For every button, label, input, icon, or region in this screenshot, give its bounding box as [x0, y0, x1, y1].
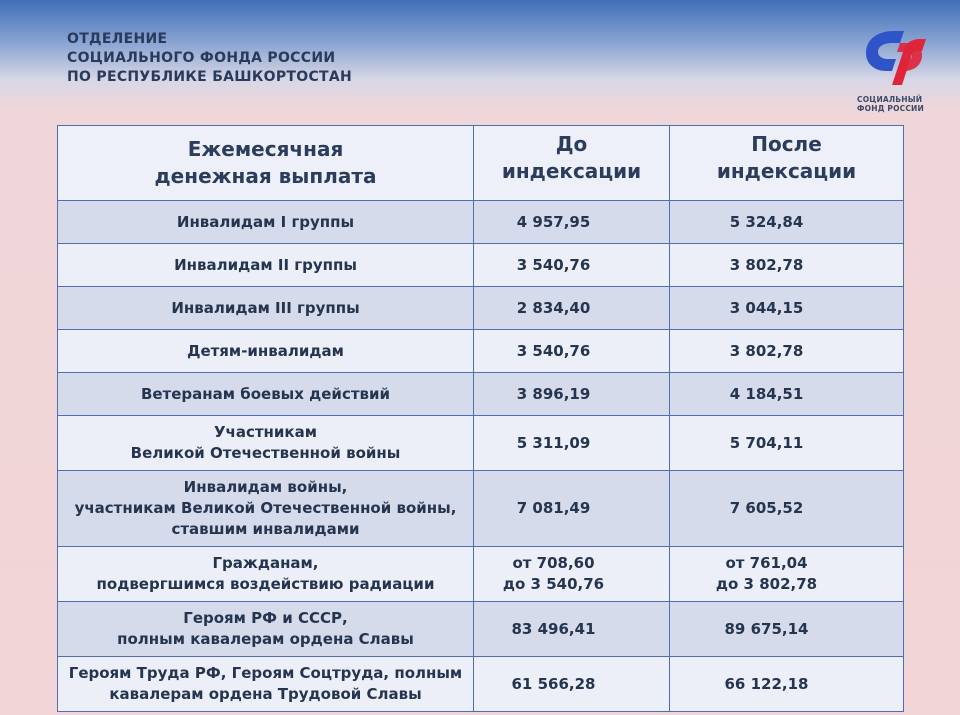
- after-indexation-cell-line: 3 044,15: [729, 298, 804, 317]
- after-indexation-cell-line: 4 184,51: [729, 384, 804, 403]
- table-row: [58, 602, 904, 657]
- table-row: [58, 471, 904, 547]
- sfr-logo-icon: [856, 25, 930, 89]
- after-indexation-cell: [670, 373, 904, 416]
- header-payment-line-2: денежная выплата: [154, 164, 377, 188]
- header-before-line-1: До: [555, 132, 588, 156]
- after-indexation-cell: [670, 471, 904, 547]
- payment-category-cell-line: Участникам: [213, 423, 317, 441]
- table-row: [58, 416, 904, 471]
- payment-category-cell: [58, 244, 474, 287]
- before-indexation-cell-line: 3 896,19: [516, 384, 591, 403]
- before-indexation-cell-line: 3 540,76: [516, 255, 591, 274]
- before-indexation-cell: [474, 602, 670, 657]
- after-indexation-cell-line: 3 802,78: [729, 255, 804, 274]
- after-indexation-cell: [670, 244, 904, 287]
- before-indexation-cell: [474, 244, 670, 287]
- table-row: [58, 244, 904, 287]
- before-indexation-cell: [474, 373, 670, 416]
- table-row: [58, 330, 904, 373]
- before-indexation-cell: [474, 201, 670, 244]
- after-indexation-cell-line: 7 605,52: [729, 499, 804, 517]
- payment-category-cell-line: участникам Великой Отечественной войны,: [74, 499, 457, 517]
- header-after-line-1: После: [751, 132, 822, 156]
- header-payment-line-1: Ежемесячная: [187, 137, 344, 161]
- payment-category-cell: [58, 602, 474, 657]
- payment-category-cell: [58, 547, 474, 602]
- header-payment: [58, 126, 474, 201]
- before-indexation-cell: [474, 547, 670, 602]
- payment-category-cell: [58, 201, 474, 244]
- header-before: [474, 126, 670, 201]
- after-indexation-cell: [670, 657, 904, 712]
- after-indexation-cell: [670, 330, 904, 373]
- table-row: [58, 657, 904, 712]
- org-line-1: ОТДЕЛЕНИЕ: [67, 31, 168, 47]
- payments-table: [57, 125, 904, 712]
- table-row: [58, 373, 904, 416]
- payment-category-cell-line: подвергшимся воздействию радиации: [96, 575, 435, 593]
- before-indexation-cell-line: 3 540,76: [516, 341, 591, 360]
- before-indexation-cell: [474, 330, 670, 373]
- table-row: [58, 287, 904, 330]
- before-indexation-cell: [474, 287, 670, 330]
- payment-category-cell-line: Гражданам,: [212, 554, 319, 572]
- after-indexation-cell-line: 3 802,78: [729, 341, 804, 360]
- table-row: [58, 201, 904, 244]
- before-indexation-cell-line: 4 957,95: [516, 212, 591, 231]
- payment-category-cell-line: Героям Труда РФ, Героям Соцтруда, полным: [68, 664, 463, 682]
- payment-category-cell: [58, 330, 474, 373]
- payment-category-cell-line: Инвалидам I группы: [176, 212, 355, 231]
- after-indexation-cell-line: 89 675,14: [724, 619, 809, 638]
- before-indexation-cell: [474, 471, 670, 547]
- before-indexation-cell-line: 7 081,49: [516, 499, 591, 517]
- organization-title: [67, 30, 352, 87]
- payment-category-cell-line: Инвалидам III группы: [171, 298, 360, 317]
- logo-caption: [857, 95, 924, 113]
- before-indexation-cell-line: 5 311,09: [516, 433, 591, 452]
- table-header-row: [58, 126, 904, 201]
- before-indexation-cell-line: от 708,60: [512, 554, 595, 572]
- header-after: [670, 126, 904, 201]
- org-line-3: ПО РЕСПУБЛИКЕ БАШКОРТОСТАН: [67, 69, 353, 85]
- payment-category-cell-line: ставшим инвалидами: [171, 520, 360, 538]
- payment-category-cell-line: кавалерам ордена Трудовой Славы: [109, 685, 422, 703]
- payment-category-cell-line: Ветеранам боевых действий: [140, 384, 391, 403]
- org-line-2: СОЦИАЛЬНОГО ФОНДА РОССИИ: [67, 50, 336, 66]
- after-indexation-cell-line: до 3 802,78: [715, 575, 818, 593]
- payment-category-cell-line: Героям РФ и СССР,: [183, 609, 348, 627]
- after-indexation-cell-line: 5 324,84: [729, 212, 804, 231]
- before-indexation-cell-line: 61 566,28: [511, 674, 596, 693]
- before-indexation-cell-line: 83 496,41: [511, 619, 596, 638]
- payment-category-cell-line: Великой Отечественной войны: [130, 444, 401, 462]
- before-indexation-cell: [474, 416, 670, 471]
- logo-caption-line-1: СОЦИАЛЬНЫЙ: [857, 95, 923, 104]
- after-indexation-cell: [670, 287, 904, 330]
- after-indexation-cell: [670, 547, 904, 602]
- after-indexation-cell-line: 66 122,18: [724, 674, 809, 693]
- header-before-line-2: индексации: [501, 159, 642, 183]
- after-indexation-cell-line: 5 704,11: [729, 433, 804, 452]
- payment-category-cell: [58, 416, 474, 471]
- payment-category-cell-line: Инвалидам войны,: [183, 478, 348, 496]
- table-row: [58, 547, 904, 602]
- payment-category-cell-line: Инвалидам II группы: [174, 255, 357, 274]
- logo-caption-line-2: ФОНД РОССИИ: [857, 104, 925, 113]
- before-indexation-cell-line: 2 834,40: [516, 298, 591, 317]
- after-indexation-cell: [670, 602, 904, 657]
- after-indexation-cell: [670, 416, 904, 471]
- payment-category-cell: [58, 373, 474, 416]
- sfr-logo: [852, 25, 932, 115]
- before-indexation-cell: [474, 657, 670, 712]
- payment-category-cell: [58, 471, 474, 547]
- after-indexation-cell-line: от 761,04: [725, 554, 808, 572]
- payment-category-cell-line: Детям-инвалидам: [187, 341, 344, 360]
- after-indexation-cell: [670, 201, 904, 244]
- header-after-line-2: индексации: [716, 159, 857, 183]
- payment-category-cell: [58, 657, 474, 712]
- payment-category-cell: [58, 287, 474, 330]
- before-indexation-cell-line: до 3 540,76: [502, 575, 605, 593]
- payment-category-cell-line: полным кавалерам ордена Славы: [117, 630, 414, 648]
